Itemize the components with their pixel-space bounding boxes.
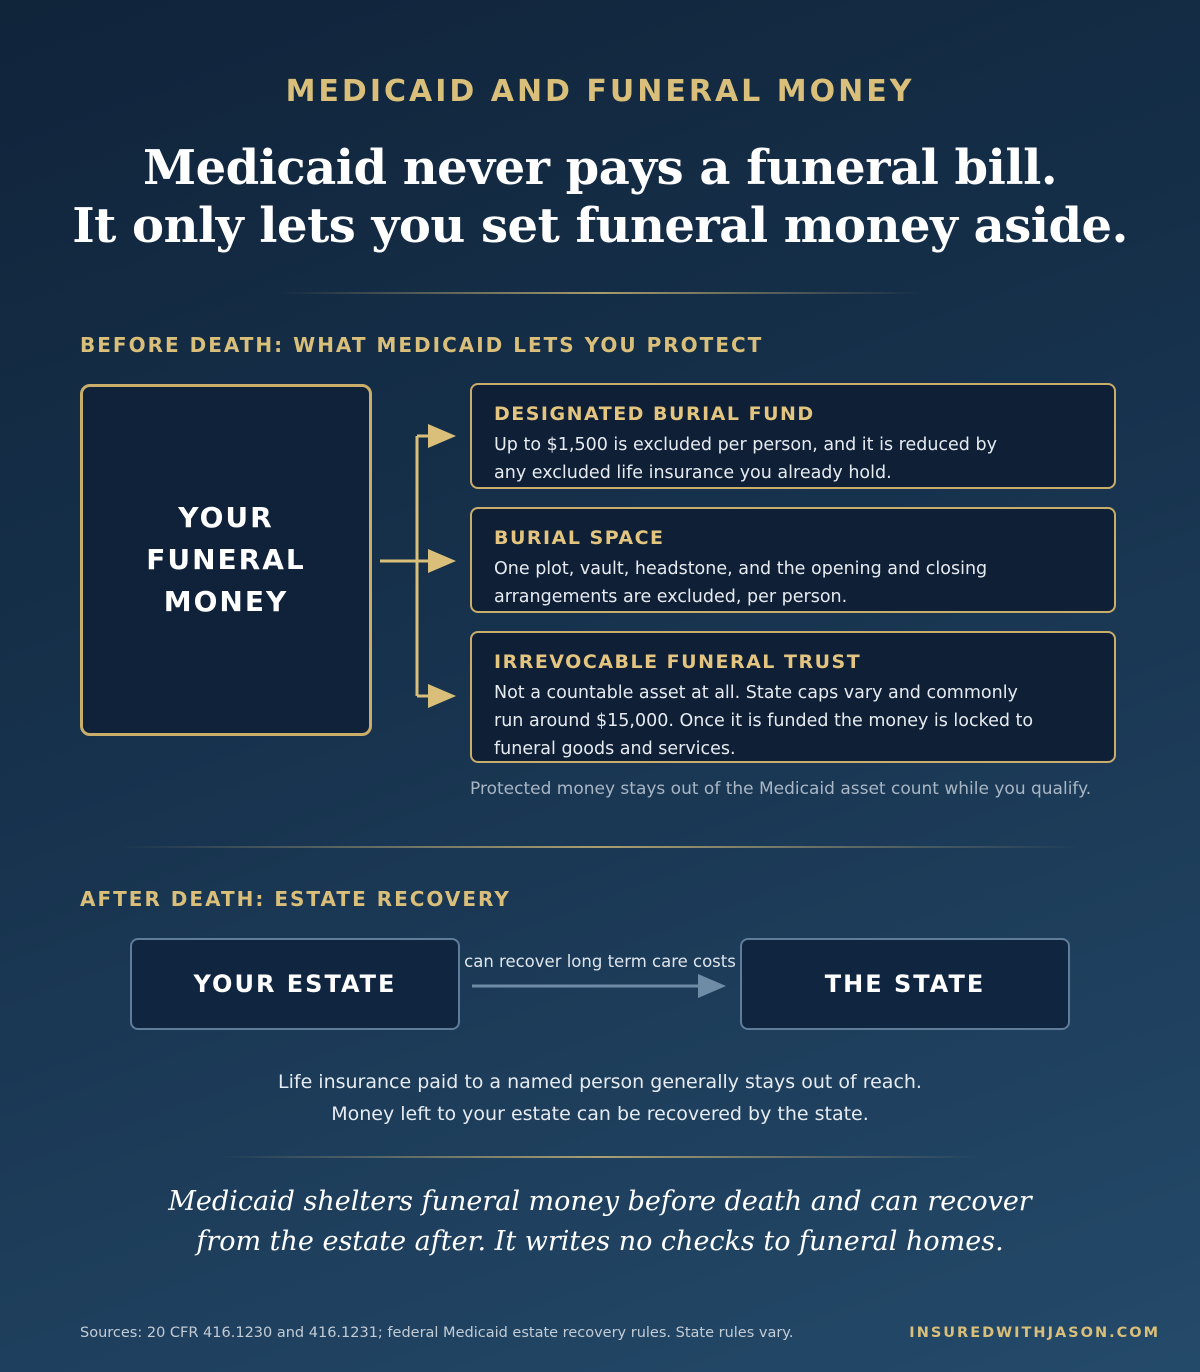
header-divider	[280, 292, 920, 294]
card-title-burial-space: BURIAL SPACE	[494, 527, 665, 549]
closing-divider	[220, 1156, 980, 1158]
closing-line-1: Medicaid shelters funeral money before death and can recover	[168, 1186, 1032, 1217]
protected-money-note: Protected money stays out of the Medicaid asset count while you qualify.	[470, 779, 1092, 799]
headline-line-2: It only lets you set funeral money aside.	[72, 198, 1128, 254]
arrowhead-burial-space	[428, 549, 456, 573]
your-estate-box	[130, 938, 460, 1030]
before-death-label: BEFORE DEATH: WHAT MEDICAID LETS YOU PROTECT	[80, 333, 764, 357]
after-death-label: AFTER DEATH: ESTATE RECOVERY	[80, 887, 511, 911]
funeral-money-box	[80, 384, 372, 736]
brand-url[interactable]: INSUREDWITHJASON.COM	[909, 1325, 1160, 1341]
headline-line-1: Medicaid never pays a funeral bill.	[142, 140, 1058, 196]
section-divider	[120, 846, 1080, 848]
life-insurance-note: Life insurance paid to a named person generally stays out of reach.	[278, 1071, 922, 1093]
card-irrevocable-funeral-trust	[470, 631, 1116, 763]
sources-footnote: Sources: 20 CFR 416.1230 and 416.1231; federal Medicaid estate recovery rules. State rules vary.	[80, 1325, 794, 1341]
recovery-arrow-label: can recover long term care costs	[464, 952, 736, 971]
card-title-funeral-trust: IRREVOCABLE FUNERAL TRUST	[494, 651, 862, 673]
connector-arrows	[370, 380, 470, 740]
card-body-burial-fund: Up to $1,500 is excluded per person, and it is reduced by any excluded life insurance you already hold.	[494, 435, 997, 483]
funeral-money-label: YOUR FUNERAL MONEY	[146, 501, 306, 618]
arrowhead-burial-fund	[428, 424, 456, 448]
arrowhead-funeral-trust	[428, 684, 456, 708]
recovery-arrow	[460, 972, 740, 1002]
card-burial-space	[470, 507, 1116, 613]
card-body-burial-space: One plot, vault, headstone, and the opening and closing arrangements are excluded, per person.	[494, 559, 988, 607]
closing-line-2: from the estate after. It writes no checks to funeral homes.	[196, 1226, 1004, 1257]
card-title-burial-fund: DESIGNATED BURIAL FUND	[494, 403, 815, 425]
the-state-label: THE STATE	[824, 970, 986, 998]
kicker-title: MEDICAID AND FUNERAL MONEY	[285, 74, 915, 109]
estate-recovery-note: Money left to your estate can be recovered by the state.	[331, 1103, 869, 1125]
card-body-funeral-trust: Not a countable asset at all. State caps vary and commonly run around $15,000. Once it is funded the money is locked to funeral goods and services.	[494, 683, 1034, 759]
the-state-box	[740, 938, 1070, 1030]
card-designated-burial-fund	[470, 383, 1116, 489]
your-estate-label: YOUR ESTATE	[193, 970, 397, 998]
